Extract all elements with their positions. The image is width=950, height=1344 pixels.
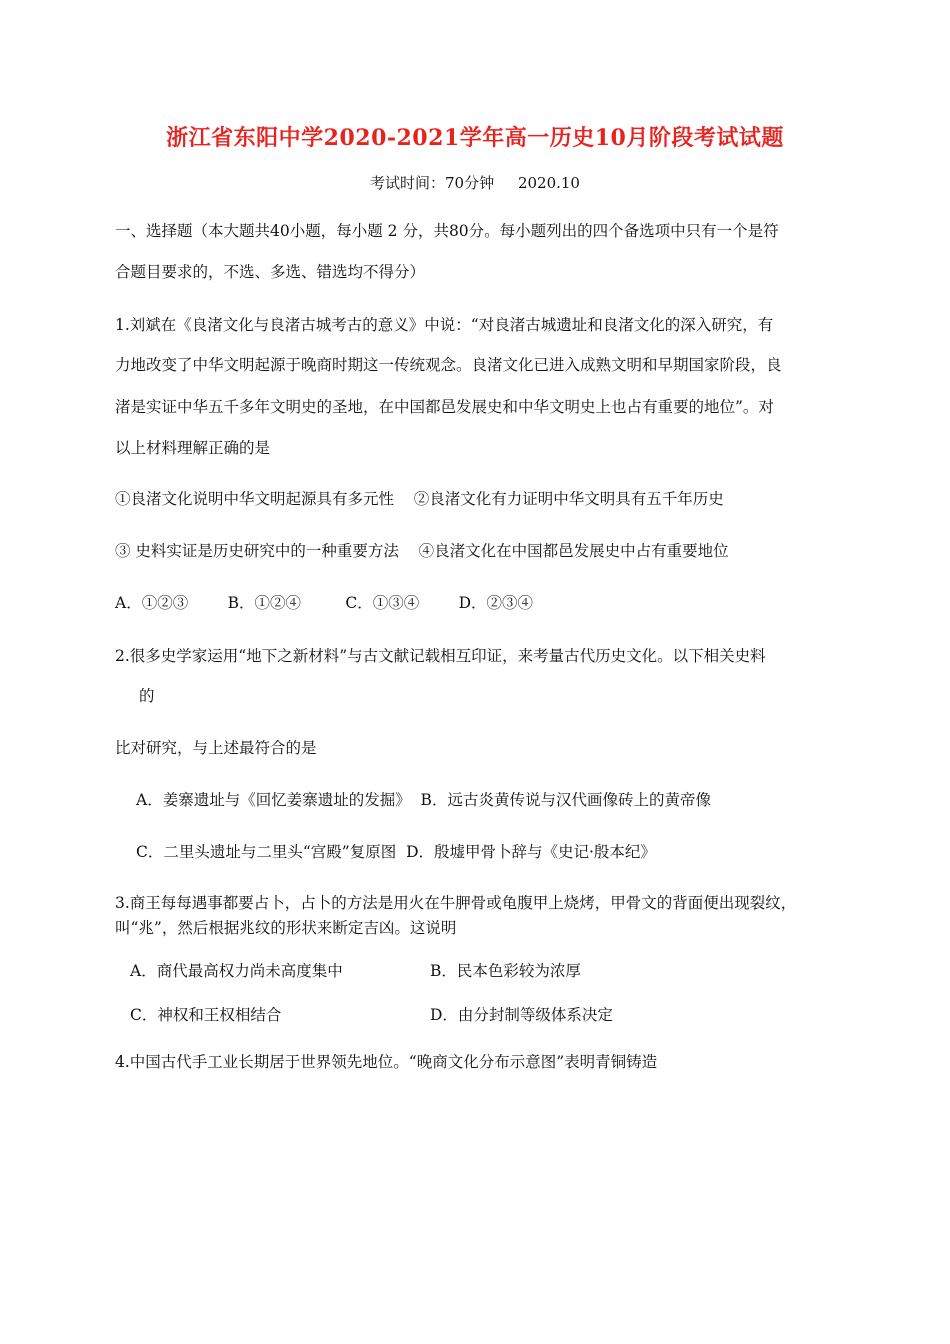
page-title: 浙江省东阳中学2020-2021学年高一历史10月阶段考试试题 bbox=[166, 125, 784, 151]
q2-stem-line-3: 比对研究，与上述最符合的是 bbox=[115, 739, 317, 757]
q1-statements-row-2: ③ 史料实证是历史研究中的一种重要方法 ④良渚文化在中国都邑发展史中占有重要地位 bbox=[115, 542, 729, 560]
q1-statements-row-1: ①良渚文化说明中华文明起源具有多元性 ②良渚文化有力证明中华文明具有五千年历史 bbox=[115, 490, 724, 508]
q1-stem-line-4: 以上材料理解正确的是 bbox=[115, 439, 271, 457]
q1-stem-line-2: 力地改变了中华文明起源于晚商时期这一传统观念。良渚文化已进入成熟文明和早期国家阶段，良 bbox=[115, 356, 782, 374]
q2-options-row-2: C．二里头遗址与二里头“宫殿”复原图 D．殷墟甲骨卜辞与《史记·殷本纪》 bbox=[136, 843, 656, 861]
q4-stem-line-1: 4.中国古代手工业长期居于世界领先地位。“晚商文化分布示意图”表明青铜铸造 bbox=[115, 1053, 658, 1071]
exam-info: 考试时间：70分钟 2020.10 bbox=[370, 174, 580, 192]
section-intro-line-1: 一、选择题（本大题共40小题，每小题 2 分，共80分。每小题列出的四个备选项中只有一个是符 bbox=[115, 222, 779, 240]
q3-stem-line-2: 叫“兆”，然后根据兆纹的形状来断定吉凶。这说明 bbox=[115, 919, 457, 937]
q3-option-a: A．商代最高权力尚未高度集中 bbox=[130, 962, 343, 980]
q1-options: A．①②③ B．①②④ C．①③④ D．②③④ bbox=[115, 594, 534, 612]
q3-option-b: B．民本色彩较为浓厚 bbox=[430, 962, 581, 980]
q2-options-row-1: A．姜寨遗址与《回忆姜寨遗址的发掘》 B．远古炎黄传说与汉代画像砖上的黄帝像 bbox=[136, 791, 711, 809]
q2-stem-line-1: 2.很多史学家运用“地下之新材料”与古文献记载相互印证，来考量古代历史文化。以下相关史料 bbox=[115, 647, 766, 665]
q1-stem-line-1: 1.刘斌在《良渚文化与良渚古城考古的意义》中说：“对良渚古城遗址和良渚文化的深入研究，有 bbox=[115, 316, 774, 334]
q1-stem-line-3: 渚是实证中华五千多年文明史的圣地，在中国都邑发展史和中华文明史上也占有重要的地位”。对 bbox=[115, 398, 774, 416]
q2-stem-line-2: 的 bbox=[139, 687, 155, 705]
q3-stem-line-1: 3.商王每每遇事都要占卜，占卜的方法是用火在牛胛骨或龟腹甲上烧烤，甲骨文的背面便出现裂纹， bbox=[115, 894, 797, 912]
section-intro-line-2: 合题目要求的，不选、多选、错选均不得分） bbox=[115, 263, 426, 281]
q3-option-d: D．由分封制等级体系决定 bbox=[430, 1006, 613, 1024]
q3-option-c: C．神权和王权相结合 bbox=[130, 1006, 282, 1024]
